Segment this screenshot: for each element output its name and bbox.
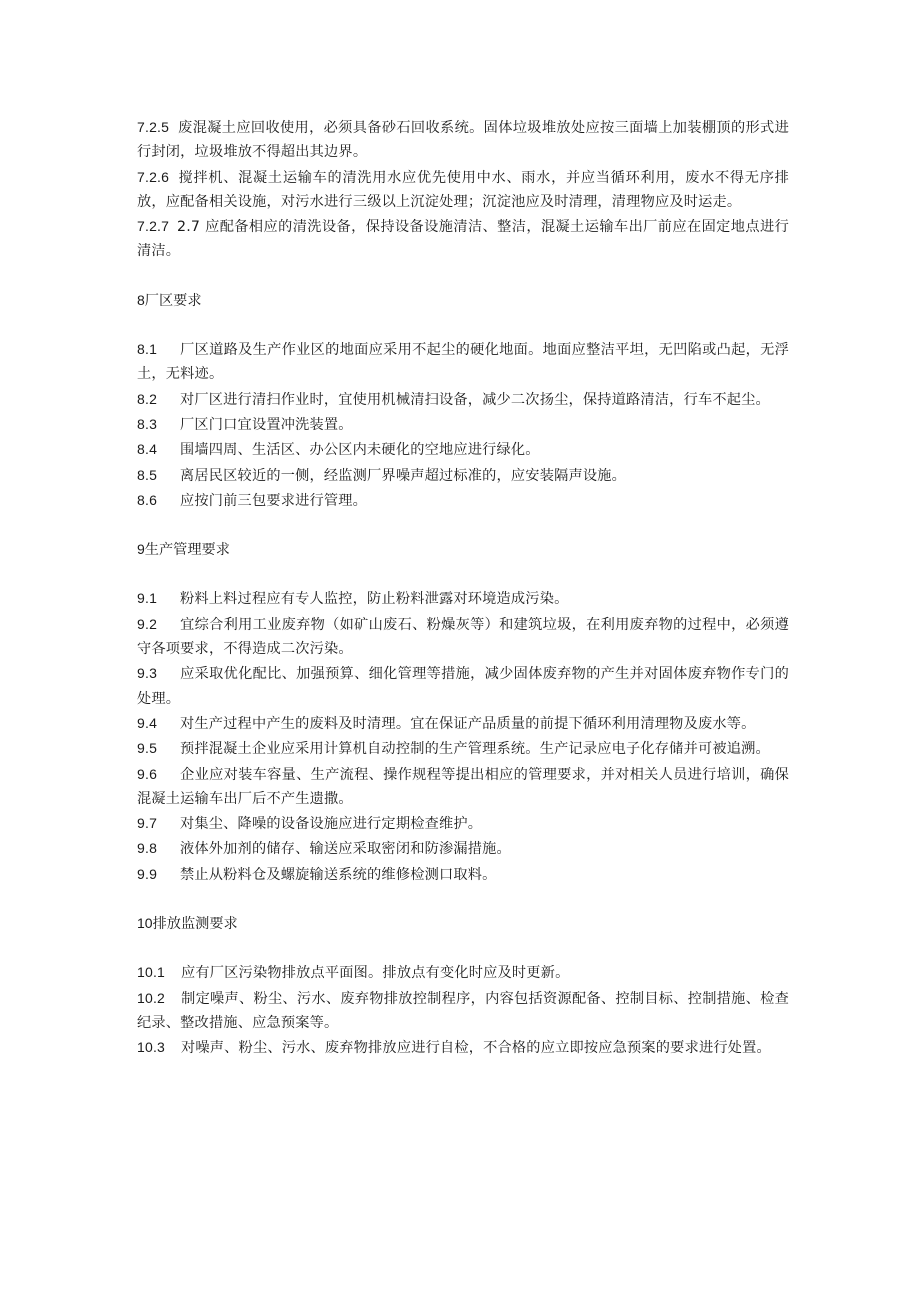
- clause-number: 8.5: [137, 466, 158, 483]
- clause-9-5: [137, 736, 789, 761]
- clause-7-2-5: [137, 115, 789, 165]
- clause-8-5: [137, 463, 789, 488]
- section-heading-10: [137, 911, 789, 936]
- clause-number: 8.1: [137, 341, 158, 358]
- clause-number: 9.3: [137, 665, 158, 682]
- clause-text: 应有厂区污染物排放点平面图。排放点有变化时应及时更新。: [181, 965, 570, 982]
- clause-number: 8.2: [137, 390, 158, 407]
- clause-7-2-7: [137, 214, 789, 264]
- clause-number: 10.1: [137, 964, 166, 981]
- clause-text: 制定噪声、粉尘、污水、废弃物排放控制程序，内容包括资源配备、控制目标、控制措施、检查纪录、整改措施、应急预案等。: [137, 990, 789, 1031]
- clause-text: 企业应对装车容量、生产流程、操作规程等提出相应的管理要求，并对相关人员进行培训，确保混凝土运输车出厂后不产生遗撒。: [137, 766, 789, 807]
- clause-text: 厂区道路及生产作业区的地面应采用不起尘的硬化地面。地面应整洁平坦，无凹陷或凸起，无浮土，无料迹。: [137, 342, 789, 383]
- clause-7-2-6: [137, 165, 789, 215]
- clause-number: 8.3: [137, 415, 158, 432]
- section-number: 8: [137, 291, 145, 308]
- clause-number: 9.7: [137, 815, 158, 832]
- clause-text: 厂区门口宜设置冲洗装置。: [180, 416, 353, 433]
- clause-number: 7.2.7: [137, 218, 170, 235]
- clause-text: 对生产过程中产生的废料及时清理。宜在保证产品质量的前提下循环利用清理物及废水等。: [180, 715, 756, 732]
- clause-text: 禁止从粉料仓及螺旋输送系统的维修检测口取料。: [180, 866, 497, 883]
- clause-8-1: [137, 337, 789, 387]
- clause-text: 对噪声、粉尘、污水、废弃物排放应进行自检，不合格的应立即按应急预案的要求进行处置。: [181, 1040, 771, 1057]
- clause-number: 9.5: [137, 740, 158, 757]
- clause-number: 9.6: [137, 765, 158, 782]
- clause-9-3: [137, 661, 789, 711]
- clause-text: 对集尘、降噪的设备设施应进行定期检查维护。: [180, 816, 483, 833]
- clause-9-1: [137, 586, 789, 611]
- clause-number: 9.9: [137, 865, 158, 882]
- clause-8-6: [137, 488, 789, 513]
- clause-8-4: [137, 437, 789, 462]
- clause-number: 7.2.6: [137, 168, 170, 185]
- section-title: 排放监测要求: [152, 916, 238, 933]
- clause-text: 应采取优化配比、加强预算、细化管理等措施，减少固体废弃物的产生并对固体废弃物作专门的处理。: [137, 666, 789, 707]
- clause-number: 8.4: [137, 441, 158, 458]
- clause-number: 9.4: [137, 714, 158, 731]
- clause-text: 预拌混凝土企业应采用计算机自动控制的生产管理系统。生产记录应电子化存储并可被追溯。: [180, 741, 770, 758]
- clause-10-1: [137, 960, 789, 985]
- document-body: [137, 115, 789, 1061]
- clause-text: 围墙四周、生活区、办公区内未硬化的空地应进行绿化。: [180, 442, 540, 459]
- clause-8-3: [137, 412, 789, 437]
- section-heading-8: [137, 288, 789, 313]
- clause-number: 10.3: [137, 1039, 166, 1056]
- clause-8-2: [137, 387, 789, 412]
- section-title: 生产管理要求: [144, 542, 230, 559]
- clause-text: 搅拌机、混凝土运输车的清洗用水应优先使用中水、雨水，并应当循环利用，废水不得无序排放，应配备相关设施，对污水进行三级以上沉淀处理；沉淀池应及时清理，清理物应及时运走。: [137, 169, 789, 210]
- clause-number: 10.2: [137, 989, 166, 1006]
- clause-9-9: [137, 862, 789, 887]
- clause-number: 7.2.5: [137, 119, 170, 135]
- section-title: 厂区要求: [144, 292, 202, 309]
- clause-text: 应按门前三包要求进行管理。: [180, 492, 368, 509]
- clause-text: 液体外加剂的储存、输送应采取密闭和防渗漏措施。: [180, 841, 511, 858]
- clause-text: 离居民区较近的一侧，经监测厂界噪声超过标准的，应安装隔声设施。: [180, 467, 627, 484]
- clause-9-8: [137, 836, 789, 861]
- section-heading-9: [137, 537, 789, 562]
- section-number: 10: [137, 915, 153, 932]
- clause-10-2: [137, 986, 789, 1036]
- clause-9-6: [137, 762, 789, 812]
- clause-9-2: [137, 612, 789, 662]
- clause-9-4: [137, 711, 789, 736]
- clause-text: 2.7 应配备相应的清洗设备，保持设备设施清洁、整洁，混凝土运输车出厂前应在固定地点进行清洁。: [137, 219, 789, 260]
- clause-10-3: [137, 1035, 789, 1060]
- clause-number: 9.1: [137, 590, 158, 607]
- clause-number: 9.2: [137, 615, 158, 632]
- clause-text: 宜综合利用工业废弃物（如矿山废石、粉燥灰等）和建筑垃圾，在利用废弃物的过程中，必须遵守各项要求，不得造成二次污染。: [137, 616, 789, 658]
- clause-text: 粉料上料过程应有专人监控，防止粉料泄露对环境造成污染。: [180, 591, 569, 608]
- clause-text: 废混凝土应回收使用，必须具备砂石回收系统。固体垃圾堆放处应按三面墙上加装棚顶的形式进行封闭，垃圾堆放不得超出其边界。: [137, 120, 789, 161]
- clause-text: 对厂区进行清扫作业时，宜使用机械清扫设备，减少二次扬尘，保持道路清洁，行车不起尘。: [180, 391, 770, 408]
- section-number: 9: [137, 541, 145, 558]
- clause-number: 9.8: [137, 840, 158, 857]
- clause-9-7: [137, 811, 789, 836]
- clause-number: 8.6: [137, 491, 158, 508]
